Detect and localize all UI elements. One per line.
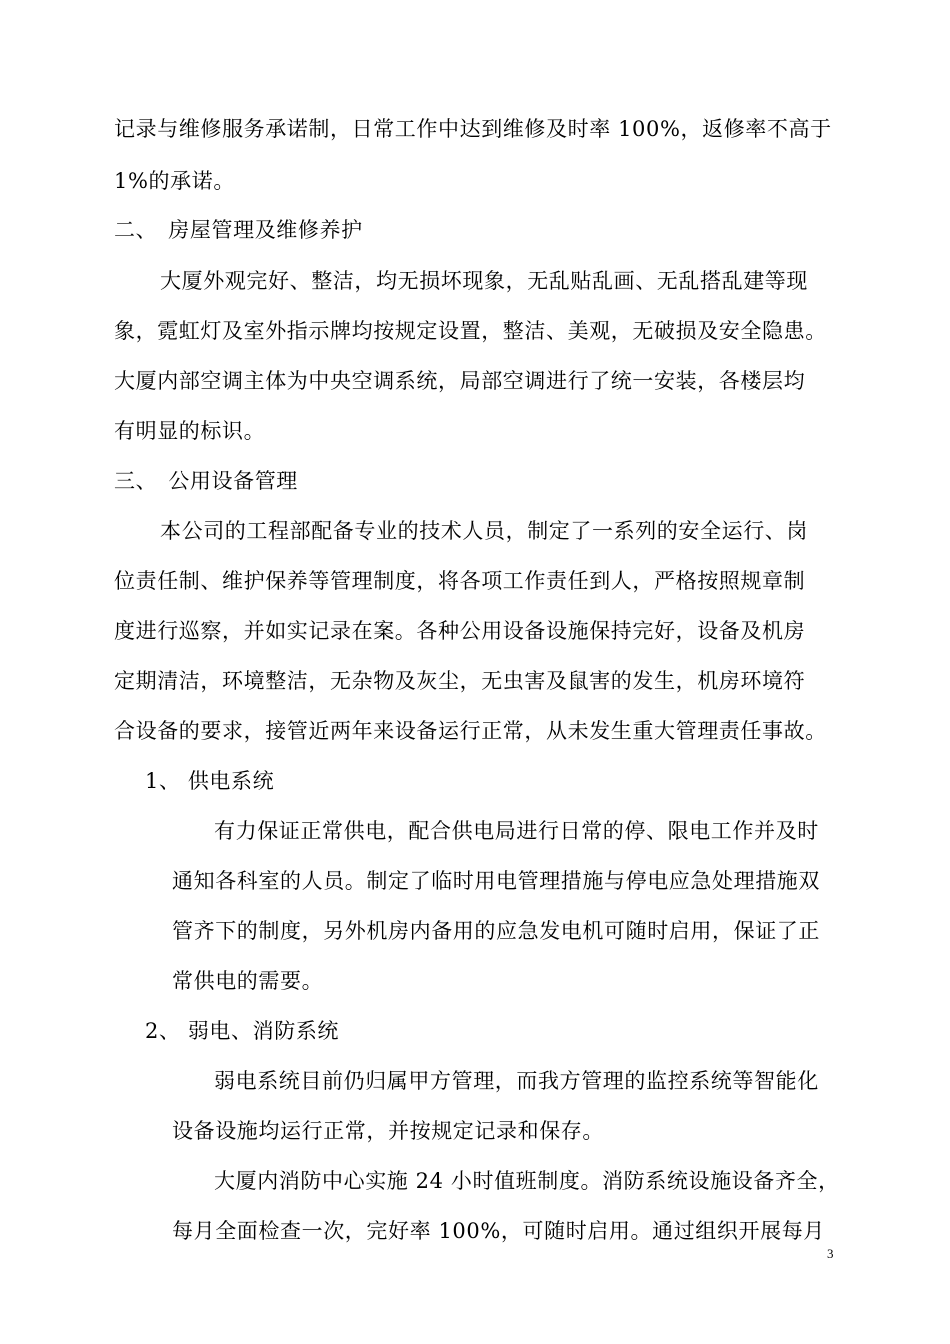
body-text-line: 本公司的工程部配备专业的技术人员，制定了一系列的安全运行、岗 — [160, 519, 808, 543]
body-text-line: 象，霓虹灯及室外指示牌均按规定设置，整洁、美观，无破损及安全隐患。 — [114, 319, 827, 343]
subsection-heading: 1、 供电系统 — [145, 769, 275, 793]
body-text-line: 有力保证正常供电，配合供电局进行日常的停、限电工作并及时 — [214, 819, 819, 843]
section-heading: 二、 房屋管理及维修养护 — [114, 218, 363, 242]
subsection-heading: 2、 弱电、消防系统 — [145, 1019, 340, 1043]
body-text-line: 位责任制、维护保养等管理制度，将各项工作责任到人，严格按照规章制 — [114, 569, 806, 593]
body-text-line: 弱电系统目前仍归属甲方管理，而我方管理的监控系统等智能化 — [214, 1069, 819, 1093]
body-text-line: 有明显的标识。 — [114, 419, 266, 443]
body-text-line: 每月全面检查一次，完好率 100%，可随时启用。通过组织开展每月 — [172, 1219, 825, 1243]
body-text-line: 管齐下的制度，另外机房内备用的应急发电机可随时启用，保证了正 — [172, 919, 820, 943]
body-text-line: 合设备的要求，接管近两年来设备运行正常，从未发生重大管理责任事故。 — [114, 719, 827, 743]
body-text-line: 大厦内部空调主体为中央空调系统，局部空调进行了统一安装，各楼层均 — [114, 369, 806, 393]
body-text-line: 定期清洁，环境整洁，无杂物及灰尘，无虫害及鼠害的发生，机房环境符 — [114, 669, 806, 693]
body-text-line: 大厦外观完好、整洁，均无损坏现象，无乱贴乱画、无乱搭乱建等现 — [160, 269, 808, 293]
body-text-line: 大厦内消防中心实施 24 小时值班制度。消防系统设施设备齐全， — [214, 1169, 840, 1193]
body-text-line: 通知各科室的人员。制定了临时用电管理措施与停电应急处理措施双 — [172, 869, 820, 893]
body-text-line: 1%的承诺。 — [114, 169, 235, 193]
body-text-line: 度进行巡察，并如实记录在案。各种公用设备设施保持完好，设备及机房 — [114, 619, 806, 643]
body-text-line: 常供电的需要。 — [172, 969, 324, 993]
section-heading: 三、 公用设备管理 — [114, 469, 298, 493]
body-text-line: 记录与维修服务承诺制，日常工作中达到维修及时率 100%，返修率不高于 — [114, 117, 832, 141]
body-text-line: 设备设施均运行正常，并按规定记录和保存。 — [172, 1119, 604, 1143]
page-number: 3 — [827, 1246, 834, 1261]
